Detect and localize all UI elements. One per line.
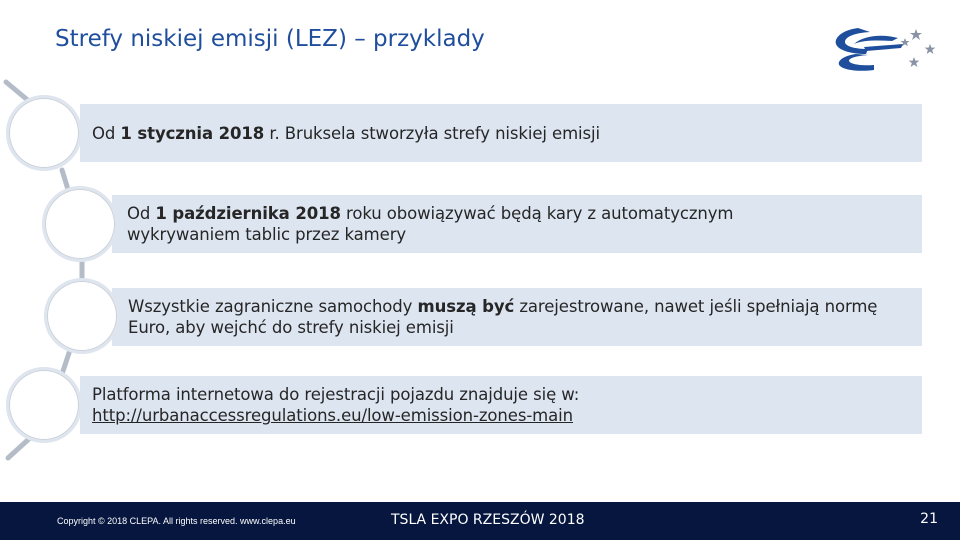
item-text: Wszystkie zagraniczne samochody: [128, 297, 418, 316]
item-text: roku obowiązywać będą kary z automatycznym wykrywaniem tablic przez kamery: [127, 204, 734, 244]
slide-title: Strefy niskiej emisji (LEZ) – przyklady: [55, 26, 485, 52]
list-item: [80, 104, 922, 162]
list-item: [112, 195, 922, 253]
item-text: Platforma internetowa do rejestracji pojazdu znajduje się w:: [92, 385, 580, 404]
item-text: zarejestrowane, nawet jeśli spełniają normę Euro, aby wejchć do strefy niskiej emisji: [128, 297, 878, 337]
clepa-logo: [828, 14, 940, 78]
item-emphasis: muszą być: [417, 297, 515, 316]
list-item: [112, 288, 922, 346]
copyright-text: Copyright © 2018 CLEPA. All rights reserved. www.clepa.eu: [57, 516, 296, 526]
registration-link[interactable]: http://urbanaccessregulations.eu/low-emission-zones-main: [92, 406, 574, 425]
item-date: 1 stycznia 2018: [120, 123, 265, 143]
item-text: Od: [127, 204, 156, 223]
item-text: Od: [92, 123, 121, 143]
logo-stars-icon: [900, 29, 935, 67]
timeline-connector: [0, 0, 120, 540]
item-text: r. Bruksela stworzyła strefy niskiej emisji: [264, 123, 601, 143]
logo-swoosh-icon: [836, 28, 903, 71]
list-item: [80, 376, 922, 434]
timeline-circle: [44, 278, 120, 354]
footer-bar: [0, 502, 960, 540]
timeline-circle: [42, 186, 118, 262]
timeline-circle: [6, 95, 82, 171]
page-number: 21: [920, 511, 938, 527]
item-date: 1 października 2018: [155, 204, 341, 223]
timeline-circle: [6, 367, 82, 443]
event-name: TSLA EXPO RZESZÓW 2018: [391, 512, 585, 528]
